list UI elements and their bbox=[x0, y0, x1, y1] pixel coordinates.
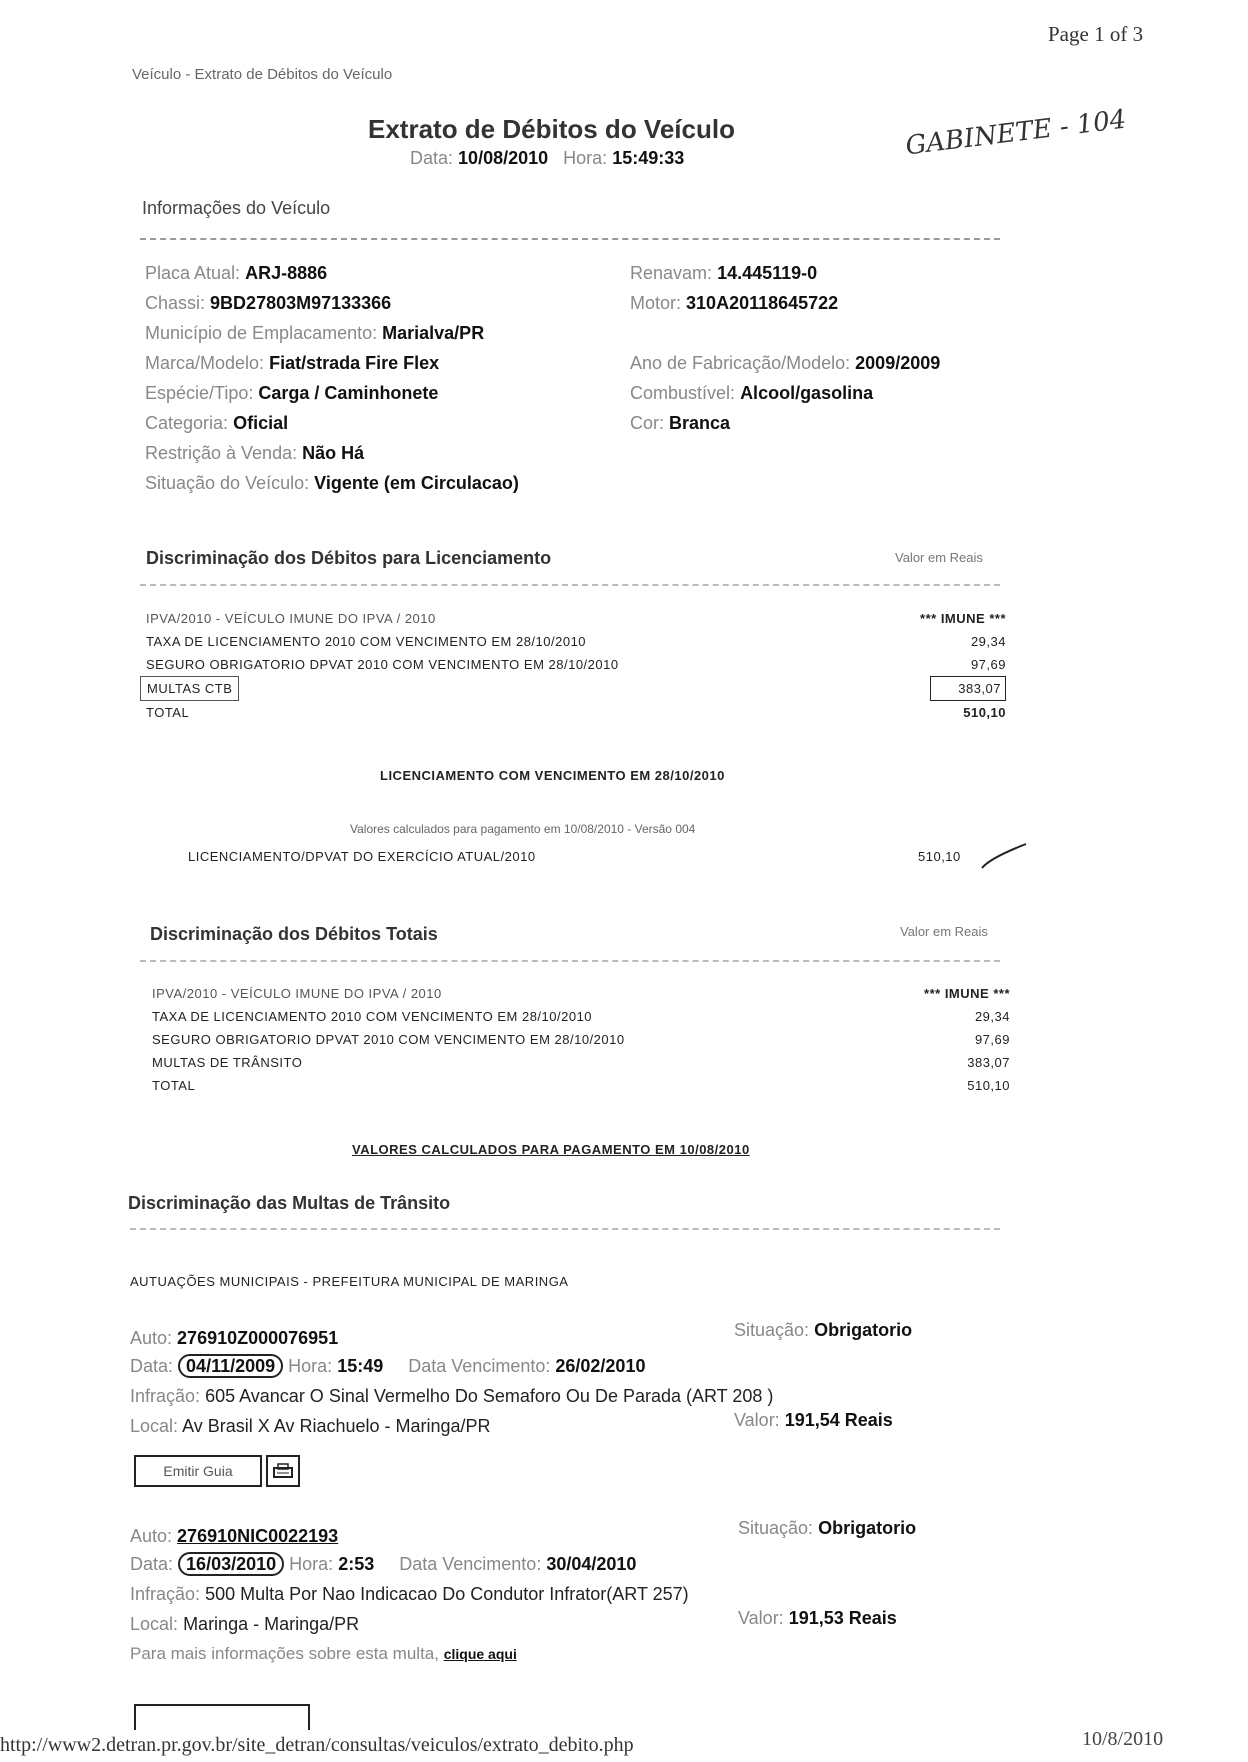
licensing-due-note: LICENCIAMENTO COM VENCIMENTO EM 28/10/2010 bbox=[380, 768, 725, 783]
field-value: Branca bbox=[669, 413, 731, 433]
field-label: Combustível: bbox=[630, 383, 736, 403]
table-row bbox=[152, 1051, 1010, 1074]
field-label: Motor: bbox=[630, 293, 682, 313]
more-info-link[interactable]: clique aqui bbox=[443, 1646, 517, 1662]
licensing-section-title: Discriminação dos Débitos para Licenciamento bbox=[146, 548, 552, 568]
field-value: 2:53 bbox=[338, 1554, 375, 1574]
totals-section-title: Discriminação dos Débitos Totais bbox=[150, 924, 438, 944]
info-municipality bbox=[145, 318, 519, 348]
field-label: Placa Atual: bbox=[145, 263, 241, 283]
row-value: 510,10 bbox=[967, 1078, 1010, 1093]
info-fuel bbox=[630, 378, 940, 408]
field-label: Valor: bbox=[734, 1410, 780, 1430]
handwritten-note: GABINETE - 104 bbox=[903, 104, 1128, 162]
field-label: Hora: bbox=[288, 1356, 333, 1376]
emit-guide-button[interactable] bbox=[134, 1455, 262, 1487]
row-value: 383,07 bbox=[967, 1055, 1010, 1070]
divider bbox=[140, 238, 1000, 240]
fine-more-info bbox=[130, 1644, 517, 1664]
row-desc: SEGURO OBRIGATORIO DPVAT 2010 COM VENCIMENTO EM 28/10/2010 bbox=[146, 657, 619, 672]
table-row bbox=[146, 630, 1006, 653]
field-label: Local: bbox=[130, 1614, 179, 1634]
currency-note: Valor em Reais bbox=[900, 924, 988, 939]
row-value: 97,69 bbox=[974, 1032, 1010, 1047]
printer-glyph bbox=[273, 1463, 293, 1479]
field-label: Ano de Fabricação/Modelo: bbox=[630, 353, 851, 373]
table-row bbox=[146, 676, 1006, 701]
row-desc: IPVA/2010 - VEÍCULO IMUNE DO IPVA / 2010 bbox=[146, 611, 436, 626]
field-label: Situação: bbox=[738, 1518, 814, 1538]
field-value: Av Brasil X Av Riachuelo - Maringa/PR bbox=[182, 1416, 491, 1436]
table-row bbox=[152, 1074, 1010, 1097]
row-desc: IPVA/2010 - VEÍCULO IMUNE DO IPVA / 2010 bbox=[152, 986, 442, 1001]
field-value: Vigente (em Circulacao) bbox=[314, 473, 519, 493]
divider bbox=[140, 584, 1000, 586]
info-plate bbox=[145, 258, 519, 288]
info-year bbox=[630, 348, 940, 378]
licensing-calc-note: Valores calculados para pagamento em 10/08/2010 - Versão 004 bbox=[350, 822, 696, 836]
totals-calc-note: VALORES CALCULADOS PARA PAGAMENTO EM 10/08/2010 bbox=[352, 1142, 750, 1157]
row-value: *** IMUNE *** bbox=[920, 611, 1006, 626]
field-value: Obrigatorio bbox=[814, 1320, 913, 1340]
field-value: Não Há bbox=[302, 443, 365, 463]
field-value: 2009/2009 bbox=[855, 353, 941, 373]
table-row bbox=[146, 701, 1006, 724]
licensing-summary-value: 510,10 bbox=[918, 849, 961, 864]
fine-date-line bbox=[130, 1356, 645, 1377]
field-value: Marialva/PR bbox=[382, 323, 485, 343]
vehicle-left-column bbox=[145, 258, 519, 498]
field-value: Obrigatorio bbox=[818, 1518, 917, 1538]
divider bbox=[140, 960, 1000, 962]
footer-url: http://www2.detran.pr.gov.br/site_detran/consultas/veiculos/extrato_debito.php bbox=[0, 1734, 634, 1756]
date-value: 10/08/2010 bbox=[458, 148, 549, 168]
fine-location bbox=[130, 1614, 359, 1635]
field-label: Renavam: bbox=[630, 263, 713, 283]
field-value: 191,53 Reais bbox=[788, 1608, 897, 1628]
checkmark-icon bbox=[980, 840, 1028, 870]
field-value: 16/03/2010 bbox=[178, 1552, 284, 1576]
info-sale-restriction bbox=[145, 438, 519, 468]
field-label: Categoria: bbox=[145, 413, 229, 433]
row-desc: MULTAS CTB bbox=[140, 676, 239, 701]
row-value: 97,69 bbox=[970, 657, 1006, 672]
fine-status bbox=[738, 1518, 916, 1539]
row-desc: SEGURO OBRIGATORIO DPVAT 2010 COM VENCIMENTO EM 28/10/2010 bbox=[152, 1032, 625, 1047]
fine-location bbox=[130, 1416, 491, 1437]
field-label: Restrição à Venda: bbox=[145, 443, 298, 463]
table-row bbox=[152, 1028, 1010, 1051]
field-label: Auto: bbox=[130, 1526, 173, 1546]
vehicle-right-column bbox=[630, 258, 940, 438]
field-value: Oficial bbox=[233, 413, 289, 433]
field-label: Data: bbox=[130, 1356, 174, 1376]
page-number: Page 1 of 3 bbox=[1048, 22, 1144, 46]
row-value: 383,07 bbox=[930, 676, 1006, 701]
row-desc: TAXA DE LICENCIAMENTO 2010 COM VENCIMENTO EM 28/10/2010 bbox=[146, 634, 587, 649]
field-label: Situação do Veículo: bbox=[145, 473, 310, 493]
field-value: Fiat/strada Fire Flex bbox=[269, 353, 440, 373]
row-desc: TAXA DE LICENCIAMENTO 2010 COM VENCIMENTO EM 28/10/2010 bbox=[152, 1009, 593, 1024]
more-info-text: Para mais informações sobre esta multa, bbox=[130, 1644, 439, 1663]
page-title: Extrato de Débitos do Veículo bbox=[368, 114, 735, 144]
partial-button-frame bbox=[134, 1704, 310, 1730]
info-category bbox=[145, 408, 519, 438]
fine-auto bbox=[130, 1526, 338, 1547]
field-label: Infração: bbox=[130, 1386, 201, 1406]
row-desc: TOTAL bbox=[152, 1078, 196, 1093]
fine-item bbox=[130, 1320, 1010, 1490]
field-value: 26/02/2010 bbox=[555, 1356, 646, 1376]
row-desc: MULTAS DE TRÂNSITO bbox=[152, 1055, 303, 1070]
field-label: Valor: bbox=[738, 1608, 784, 1628]
field-value: 15:49 bbox=[337, 1356, 384, 1376]
field-value: 9BD27803M97133366 bbox=[210, 293, 392, 313]
fine-status bbox=[734, 1320, 912, 1341]
field-label: Infração: bbox=[130, 1584, 201, 1604]
field-value: Maringa - Maringa/PR bbox=[183, 1614, 360, 1634]
browser-title: Veículo - Extrato de Débitos do Veículo bbox=[132, 66, 393, 83]
fine-date-line bbox=[130, 1554, 636, 1575]
field-label: Data Vencimento: bbox=[399, 1554, 542, 1574]
report-datetime bbox=[410, 148, 684, 169]
field-value: 310A20118645722 bbox=[686, 293, 839, 313]
time-value: 15:49:33 bbox=[612, 148, 685, 168]
field-label: Auto: bbox=[130, 1328, 173, 1348]
field-label: Chassi: bbox=[145, 293, 206, 313]
field-value: Alcool/gasolina bbox=[740, 383, 874, 403]
vehicle-section-title: Informações do Veículo bbox=[142, 198, 331, 218]
info-make-model bbox=[145, 348, 519, 378]
info-renavam bbox=[630, 258, 940, 288]
field-label: Situação: bbox=[734, 1320, 810, 1340]
field-value: 191,54 Reais bbox=[784, 1410, 893, 1430]
fine-infraction bbox=[130, 1386, 773, 1407]
fine-amount bbox=[738, 1608, 897, 1629]
fine-amount bbox=[734, 1410, 893, 1431]
fines-section-title: Discriminação das Multas de Trânsito bbox=[128, 1193, 451, 1213]
fine-item bbox=[130, 1518, 1010, 1678]
licensing-summary-label: LICENCIAMENTO/DPVAT DO EXERCÍCIO ATUAL/2010 bbox=[188, 849, 536, 864]
licensing-table bbox=[146, 607, 1006, 724]
currency-note: Valor em Reais bbox=[895, 550, 983, 565]
field-label: Hora: bbox=[289, 1554, 334, 1574]
field-value: 14.445119-0 bbox=[717, 263, 818, 283]
field-label: Espécie/Tipo: bbox=[145, 383, 254, 403]
table-row bbox=[152, 1005, 1010, 1028]
field-label: Cor: bbox=[630, 413, 665, 433]
field-label: Município de Emplacamento: bbox=[145, 323, 378, 343]
field-value: ARJ-8886 bbox=[245, 263, 328, 283]
fines-subsection: AUTUAÇÕES MUNICIPAIS - PREFEITURA MUNICIPAL DE MARINGA bbox=[130, 1274, 569, 1289]
row-value: *** IMUNE *** bbox=[924, 986, 1010, 1001]
table-row bbox=[146, 653, 1006, 676]
button-label: Emitir Guia bbox=[163, 1463, 233, 1479]
footer-date: 10/8/2010 bbox=[1082, 1728, 1164, 1750]
row-value: 29,34 bbox=[974, 1009, 1010, 1024]
field-value: 30/04/2010 bbox=[546, 1554, 637, 1574]
table-row bbox=[146, 607, 1006, 630]
fine-infraction bbox=[130, 1584, 689, 1605]
field-value: 04/11/2009 bbox=[178, 1354, 283, 1378]
field-label: Data Vencimento: bbox=[408, 1356, 551, 1376]
time-label: Hora: bbox=[563, 148, 608, 168]
field-value: 276910Z000076951 bbox=[177, 1328, 339, 1348]
field-value: 500 Multa Por Nao Indicacao Do Condutor Infrator(ART 257) bbox=[205, 1584, 689, 1604]
info-engine bbox=[630, 288, 940, 318]
field-value: Carga / Caminhonete bbox=[258, 383, 439, 403]
table-row bbox=[152, 982, 1010, 1005]
date-label: Data: bbox=[410, 148, 454, 168]
field-label: Local: bbox=[130, 1416, 179, 1436]
row-desc: TOTAL bbox=[146, 705, 190, 720]
info-color bbox=[630, 408, 940, 438]
field-label: Data: bbox=[130, 1554, 174, 1574]
divider bbox=[130, 1228, 1000, 1230]
field-value: 605 Avancar O Sinal Vermelho Do Semaforo Ou De Parada (ART 208 ) bbox=[205, 1386, 774, 1406]
row-value: 510,10 bbox=[963, 705, 1006, 720]
field-label: Marca/Modelo: bbox=[145, 353, 265, 373]
fine-auto bbox=[130, 1328, 338, 1349]
field-value: 276910NIC0022193 bbox=[177, 1526, 339, 1546]
row-value: 29,34 bbox=[970, 634, 1006, 649]
print-icon[interactable] bbox=[266, 1455, 300, 1487]
info-vehicle-status bbox=[145, 468, 519, 498]
info-species-type bbox=[145, 378, 519, 408]
totals-table bbox=[152, 982, 1010, 1097]
info-chassis bbox=[145, 288, 519, 318]
